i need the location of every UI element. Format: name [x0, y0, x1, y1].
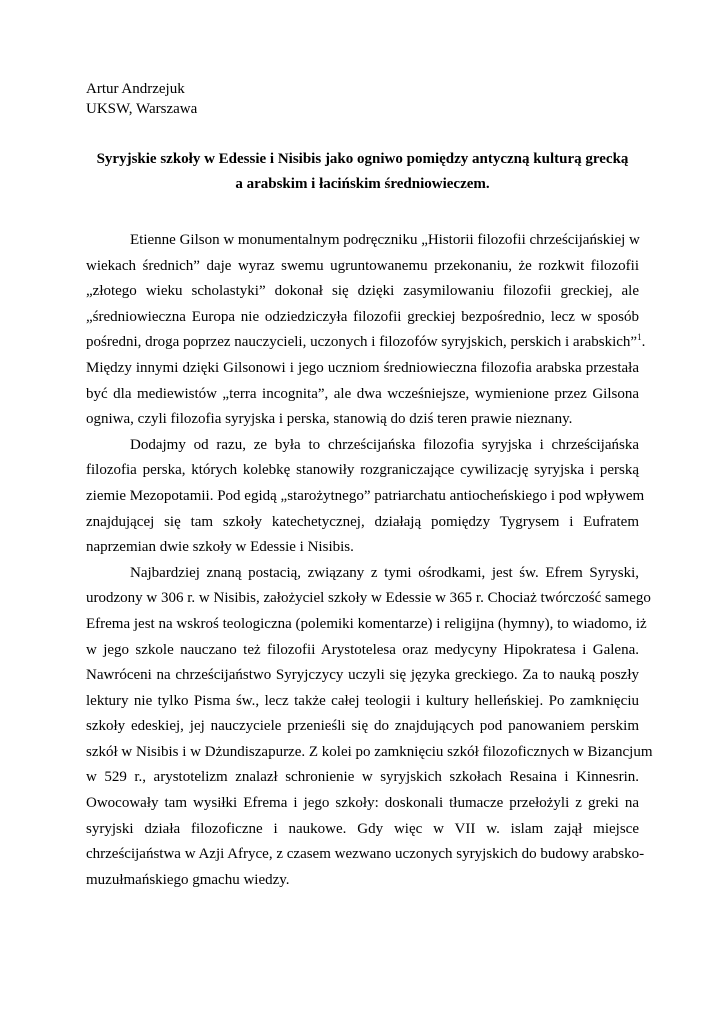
- paragraph-line: Dodajmy od razu, ze była to chrześcijańska filozofia syryjska i chrześcijańska: [130, 436, 639, 453]
- article-body: [86, 228, 653, 893]
- paragraph-line: pośredni, droga poprzez nauczycieli, uczonych i filozofów syryjskich, perskich i arabskich”$^1$.: [86, 332, 646, 351]
- paragraph-line: syryjski działa filozoficzne i naukowe. Gdy więc w VII w. islam zajął miejsce: [86, 820, 639, 837]
- paragraph-line: Nawróceni na chrześcijaństwo Syryjczycy uczyli się języka greckiego. Za to nauką poszły: [86, 667, 639, 684]
- paragraph-line: Najbardziej znaną postacią, związany z tymi ośrodkami, jest św. Efrem Syryski,: [130, 564, 639, 581]
- paragraph-line: Owocowały tam wysiłki Efrema i jego szkoły: doskonali tłumacze przełożyli z greki na: [86, 795, 639, 812]
- paragraph: [86, 228, 646, 433]
- paragraph-line: „średniowieczna Europa nie odziedziczyła filozofii greckiej bezpośrednio, lecz w sposób: [86, 308, 639, 325]
- footnote-marker[interactable]: 1: [637, 332, 642, 343]
- paragraph-line: chrześcijaństwa w Azji Afryce, z czasem wezwano uczonych syryjskich do budowy arabsko-: [86, 846, 645, 863]
- paragraph-line: ziemie Mezopotamii. Pod egidą „starożytnego” patriarchatu antiocheńskiego i pod wpływem: [86, 487, 645, 504]
- paragraph-line: Między innymi dzięki Gilsonowi i jego uczniom średniowieczna filozofia arabska przestała: [86, 359, 639, 376]
- paragraph: [86, 433, 645, 561]
- paragraph: [86, 561, 653, 894]
- article-title: [86, 147, 639, 197]
- author-name: Artur Andrzejuk: [86, 81, 185, 97]
- paragraph-line: być dla mediewistów „terra incognita”, ale dwa wcześniejsze, wymienione przez Gilsona: [86, 385, 639, 402]
- paragraph-line: filozofia perska, których kolebkę stanowiły rozgraniczające cywilizację syryjska i perską: [86, 462, 639, 479]
- paragraph-line: lektury nie tylko Pisma św., lecz także całej teologii i kultury helleńskiej. Po zamknięciu: [86, 692, 639, 709]
- paragraph-line: Efrema jest na wskroś teologiczna (polemiki komentarze) i religijna (hymny), to wiadomo, iż: [86, 615, 647, 632]
- paragraph-line: „złotego wieku scholastyki” dokonał się dzięki zasymilowaniu filozofii greckiej, ale: [86, 283, 639, 300]
- title-line-2: a arabskim i łacińskim średniowieczem.: [235, 176, 490, 192]
- title-line-1: Syryjskie szkoły w Edessie i Nisibis jako ogniwo pomiędzy antyczną kulturą grecką: [96, 151, 629, 167]
- paragraph-line: w 529 r., arystotelizm znalazł schronienie w syryjskich szkołach Resaina i Kinnesrin.: [86, 769, 639, 786]
- paragraph-line: Etienne Gilson w monumentalnym podręczniku „Historii filozofii chrześcijańskiej w: [130, 232, 640, 248]
- paragraph-line: w jego szkole nauczano też filozofii Arystotelesa oraz medycyny Hipokratesa i Galena.: [86, 641, 639, 658]
- paragraph-line: ogniwa, czyli filozofia syryjska i perska, stanowią do dziś teren prawie nieznany.: [86, 411, 573, 428]
- paragraph-line: muzułmańskiego gmachu wiedzy.: [86, 871, 290, 888]
- paragraph-line: szkół w Nisibis i w Dżundiszapurze. Z kolei po zamknięciu szkół filozoficznych w Bizancjum: [86, 743, 653, 760]
- author-block: [86, 79, 197, 119]
- author-affiliation: UKSW, Warszawa: [86, 101, 198, 117]
- paragraph-line: szkoły edeskiej, jej nauczyciele przenieśli się do znajdujących pod panowaniem perskim: [86, 718, 639, 735]
- paragraph-line: wiekach średnich” daje wyraz swemu ugruntowanemu przekonaniu, że rozkwit filozofii: [86, 257, 639, 274]
- paragraph-line: urodzony w 306 r. w Nisibis, założyciel szkoły w Edessie w 365 r. Chociaż twórczość samego: [86, 590, 651, 607]
- paragraph-line: naprzemian dwie szkoły w Edessie i Nisibis.: [86, 539, 354, 556]
- paragraph-line: znajdującej się tam szkoły katechetycznej, działają pomiędzy Tygrysem i Eufratem: [86, 513, 639, 530]
